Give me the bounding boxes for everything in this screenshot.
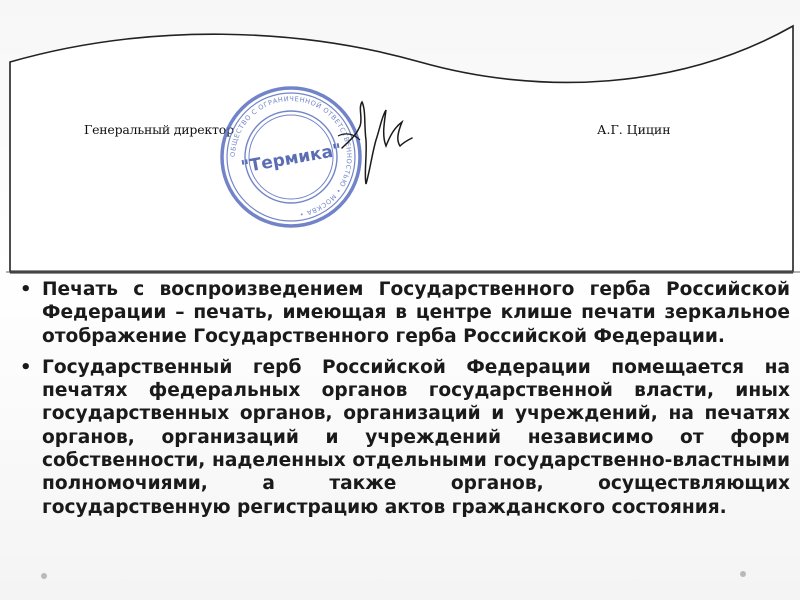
stamp-ring-text: ОБЩЕСТВО С ОГРАНИЧЕННОЙ ОТВЕТСТВЕННОСТЬЮ • МОСКВА • — [228, 94, 354, 219]
slide-decoration-dot-right — [740, 571, 746, 577]
document-fragment — [0, 0, 800, 280]
bullet-marker-icon: • — [20, 356, 32, 378]
slide-decoration-dot-left — [41, 573, 47, 579]
bullet-item — [18, 356, 790, 519]
stamp-center-text: "Термика" — [239, 140, 344, 178]
bullet-text: Государственный герб Российской Федерации помещается на печатях федеральных органов государственной власти, иных государственных органов, организаций и учреждений, на печатях органов, организаций и учреждений независимо от форм собственности, наделенных отдельными государственно-властными полномочиями, а также органов, осуществляющих государственную регистрацию актов гражданского состояния. — [42, 356, 790, 518]
signer-name: А.Г. Цицин — [597, 122, 671, 137]
signer-title: Генеральный директор — [84, 122, 234, 137]
bullet-item — [18, 278, 790, 348]
handwritten-signature — [336, 96, 414, 188]
bullet-text: Печать с воспроизведением Государственного герба Российской Федерации – печать, имеющая в центре клише печати зеркальное отображение Государственного герба Российской Федерации. — [42, 279, 790, 347]
bullet-list — [18, 278, 790, 527]
bullet-marker-icon: • — [20, 279, 32, 300]
